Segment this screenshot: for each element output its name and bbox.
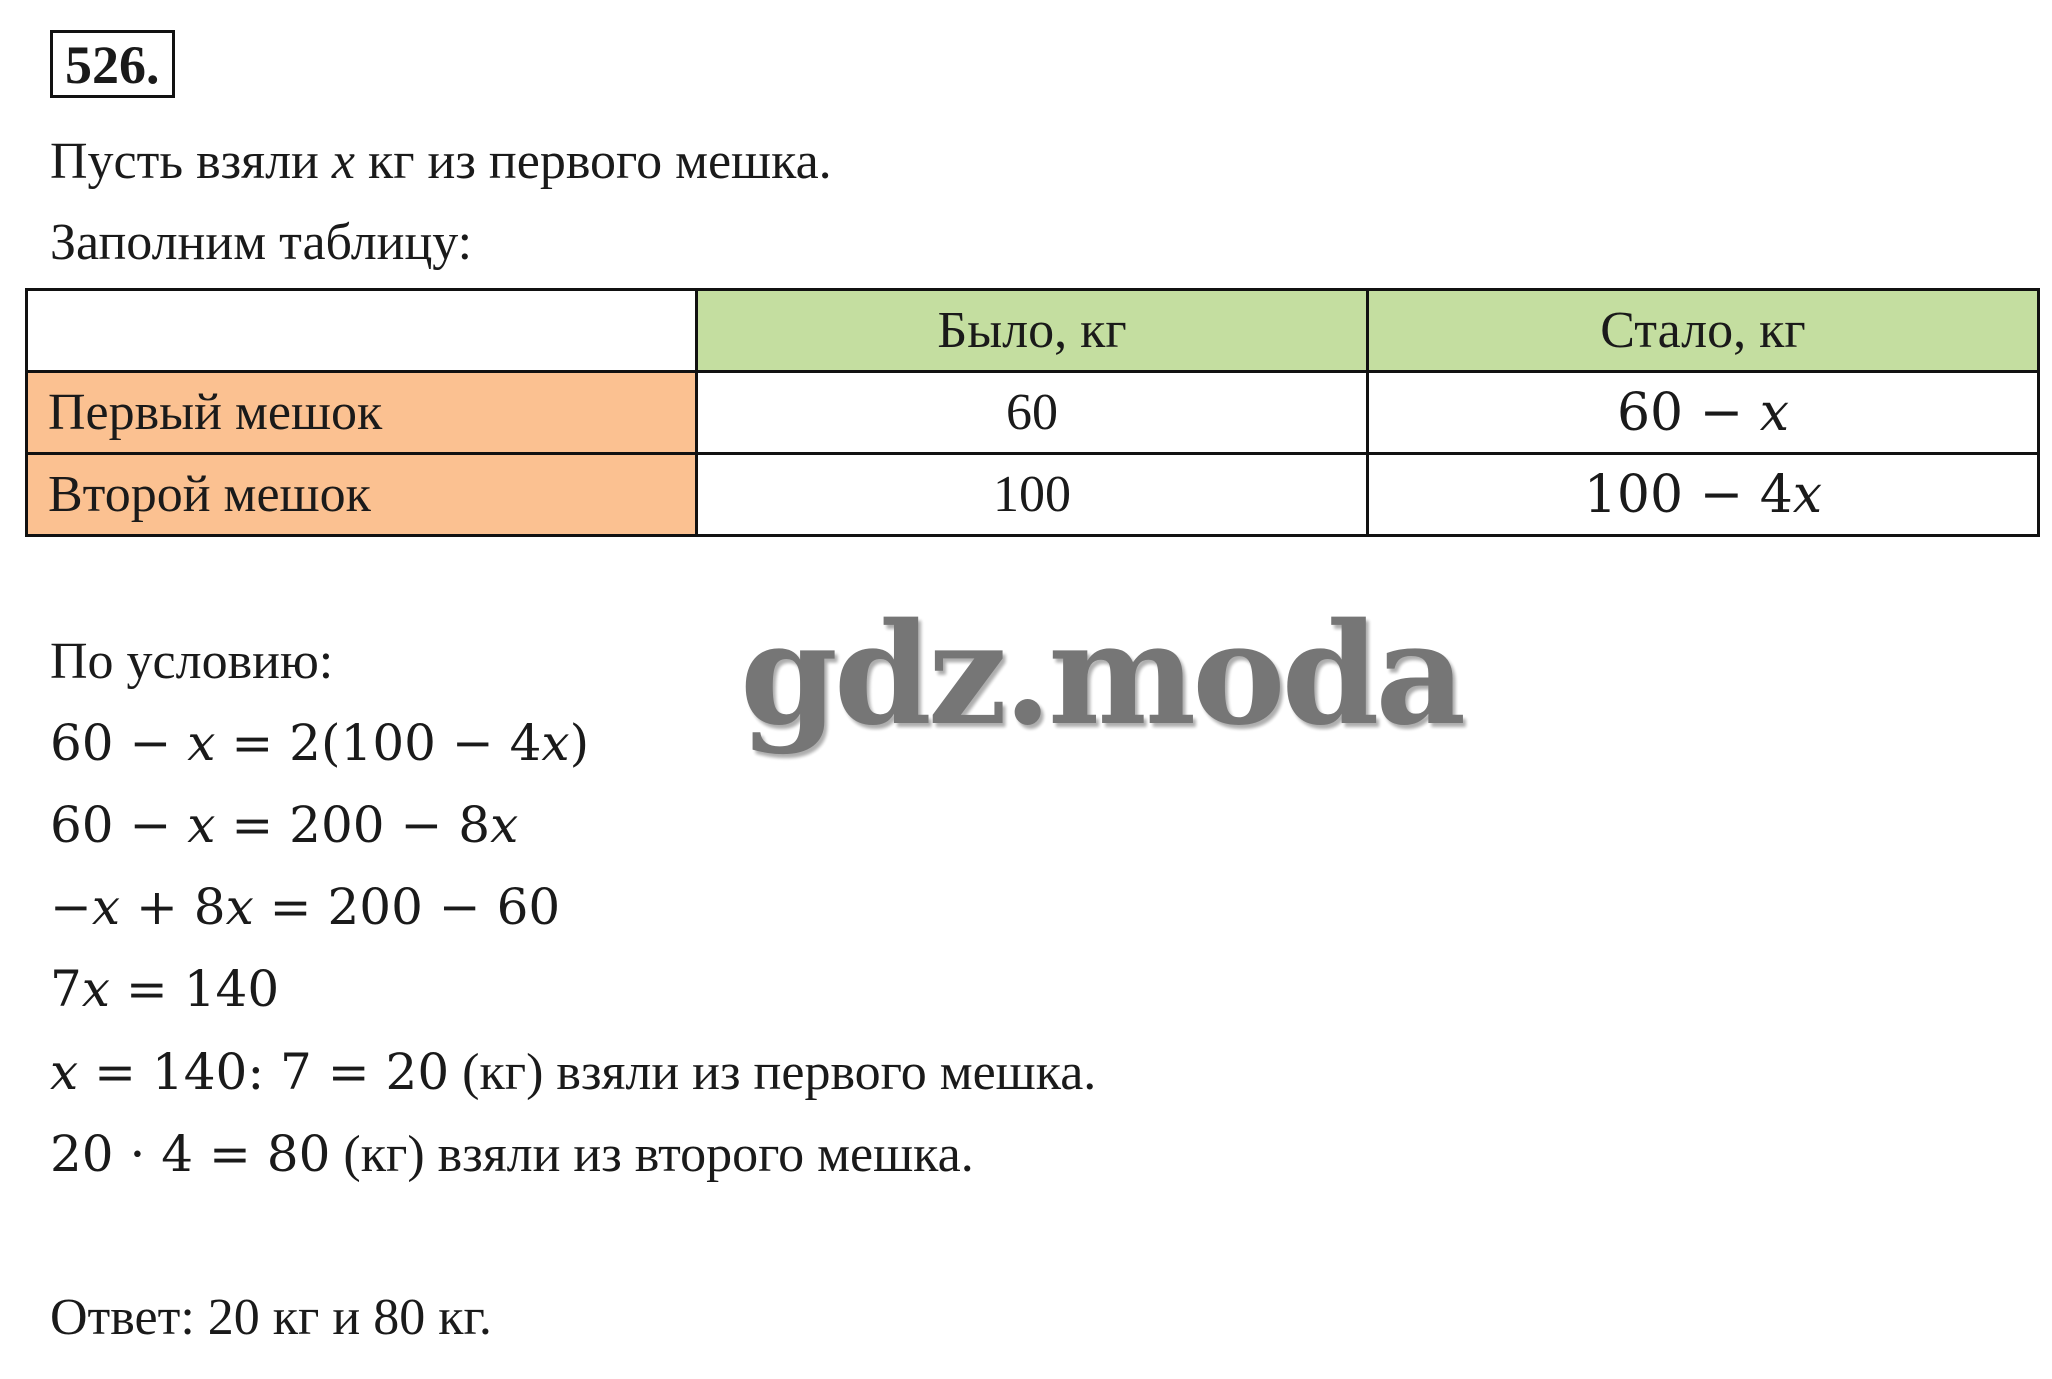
cell-second-was: 100 [697,454,1368,536]
intro-line-1 [50,132,832,192]
table-row [27,454,2039,536]
table-header-empty [27,290,697,372]
table-header-row [27,290,2039,372]
table-row [27,372,2039,454]
table-header-was: Было, кг [697,290,1368,372]
answer-line: Ответ: 20 кг и 80 кг. [50,1289,492,1346]
intro-variable: x [331,133,355,190]
equation-line: −𝑥 + 8𝑥 = 200 − 60 [50,878,561,936]
solution-line-2 [50,1124,974,1185]
intro-text-after: кг из первого мешка. [354,133,832,190]
cell-second-became: 100 − 4𝑥 [1368,454,2039,536]
row-label-second-bag: Второй мешок [27,454,697,536]
cell-first-was: 60 [697,372,1368,454]
data-table [25,288,2040,537]
cell-first-became: 60 − 𝑥 [1368,372,2039,454]
watermark-logo: gdz.moda [740,593,1463,757]
condition-label: По условию: [50,633,334,690]
solution-math-2: 20 · 4 = 80 [50,1125,331,1183]
solution-line-1 [50,1042,1096,1103]
task-number: 526. [50,30,175,98]
solution-math-1: 𝑥 = 140: 7 = 20 [50,1043,450,1101]
intro-line-2: Заполним таблицу: [50,214,473,271]
equation-line: 60 − 𝑥 = 200 − 8𝑥 [50,796,519,854]
equation-line: 7𝑥 = 140 [50,960,280,1018]
solution-text-1: (кг) взяли из первого мешка. [449,1044,1097,1101]
intro-text-before: Пусть взяли [50,133,332,190]
table-header-became: Стало, кг [1368,290,2039,372]
equation-line: 60 − 𝑥 = 2(100 − 4𝑥) [50,714,590,772]
row-label-first-bag: Первый мешок [27,372,697,454]
solution-text-2: (кг) взяли из второго мешка. [330,1126,974,1183]
